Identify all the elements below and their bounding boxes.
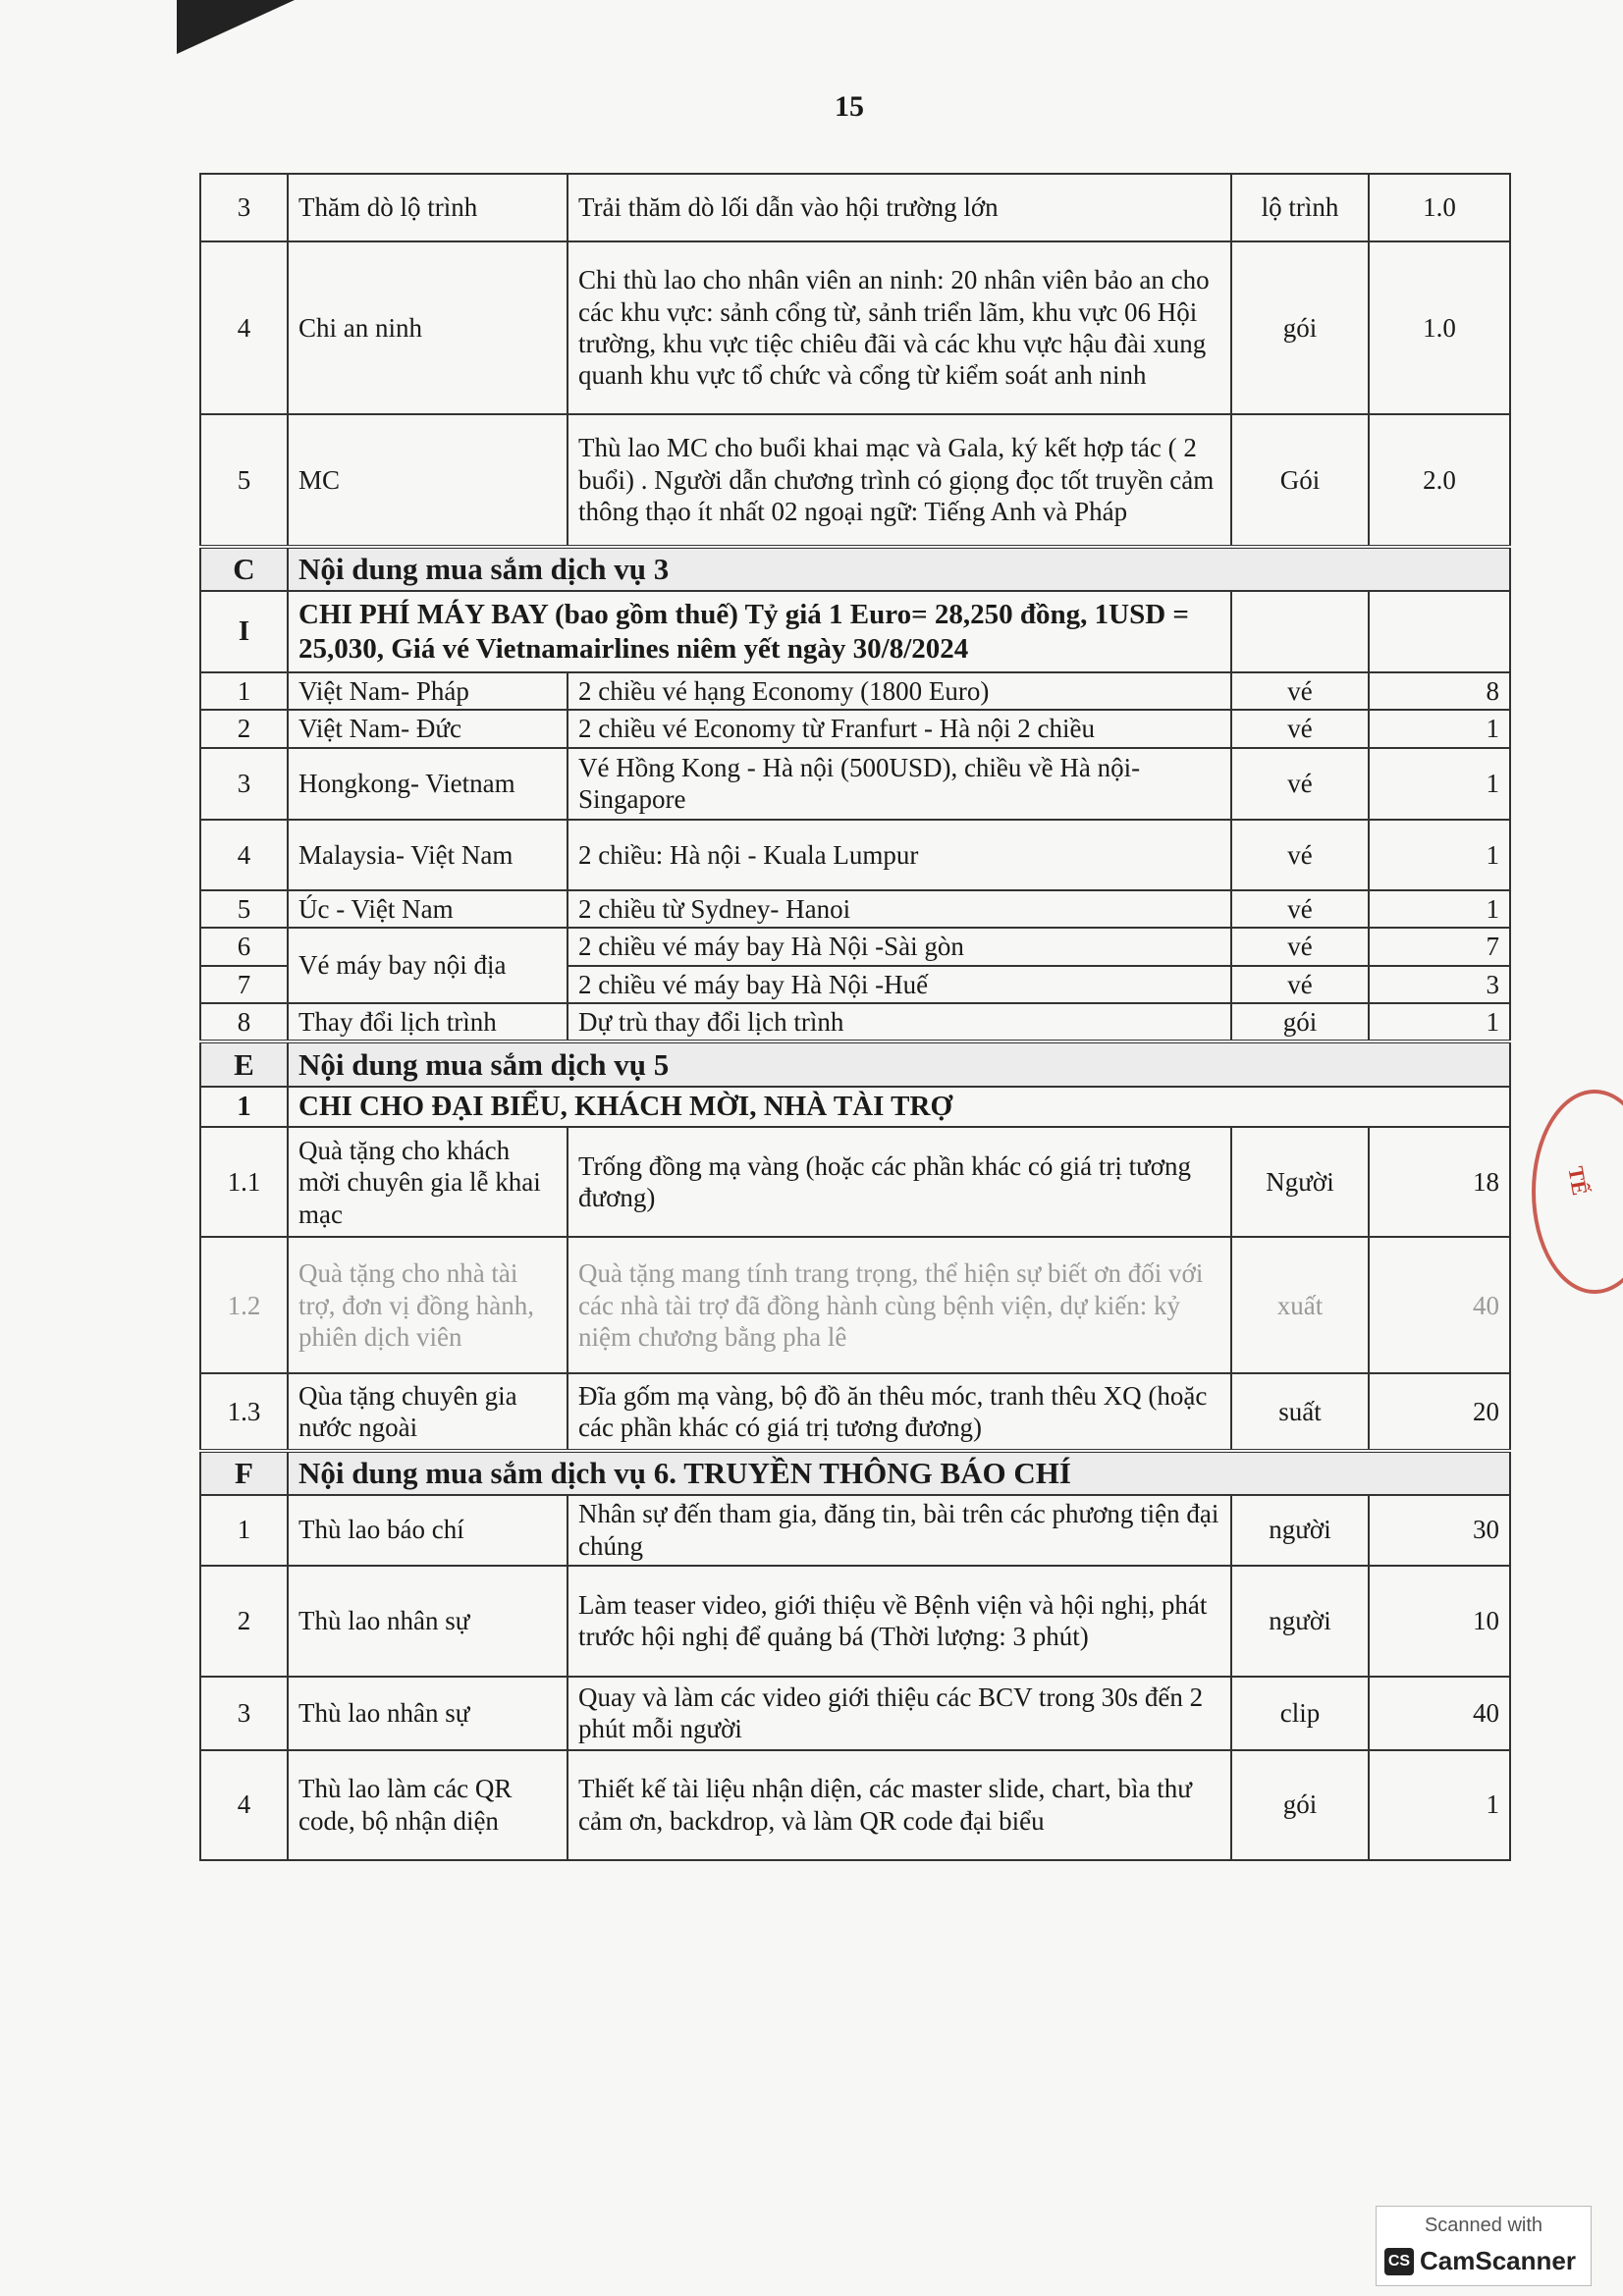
item-description: Vé Hồng Kong - Hà nội (500USD), chiều về Hà nội- Singapore: [568, 748, 1231, 820]
procurement-table: [199, 173, 1511, 1861]
section-title: Nội dung mua sắm dịch vụ 3: [288, 547, 1510, 591]
unit: Người: [1231, 1127, 1369, 1237]
quantity: 10: [1369, 1566, 1510, 1677]
unit: vé: [1231, 748, 1369, 820]
item-name: Thay đổi lịch trình: [288, 1003, 568, 1041]
watermark-brand: CamScanner: [1420, 2246, 1576, 2275]
table-row: [200, 890, 1510, 928]
unit: người: [1231, 1566, 1369, 1677]
section-title: CHI CHO ĐẠI BIỂU, KHÁCH MỜI, NHÀ TÀI TRỢ: [288, 1087, 1510, 1127]
item-description: 2 chiều: Hà nội - Kuala Lumpur: [568, 820, 1231, 890]
table-row: [200, 1677, 1510, 1750]
table-row: [200, 174, 1510, 241]
table-row: [200, 1566, 1510, 1677]
row-number: 3: [200, 748, 288, 820]
unit: gói: [1231, 1003, 1369, 1041]
section-title: CHI PHÍ MÁY BAY (bao gồm thuế) Tỷ giá 1 Euro= 28,250 đồng, 1USD = 25,030, Giá vé Vietnamairlines niêm yết ngày 30/8/2024: [288, 591, 1231, 672]
item-description: Trống đồng mạ vàng (hoặc các phần khác có giá trị tương đương): [568, 1127, 1231, 1237]
quantity: 8: [1369, 672, 1510, 710]
unit: vé: [1231, 820, 1369, 890]
item-description: Quà tặng mang tính trang trọng, thể hiện sự biết ơn đối với các nhà tài trợ đã đồng hành cùng bệnh viện, dự kiến: kỷ niệm chương bằng pha lê: [568, 1237, 1231, 1373]
row-number: 4: [200, 820, 288, 890]
row-number: 1.2: [200, 1237, 288, 1373]
row-number: 4: [200, 241, 288, 414]
item-description: Quay và làm các video giới thiệu các BCV trong 30s đến 2 phút mỗi người: [568, 1677, 1231, 1750]
quantity: 1: [1369, 748, 1510, 820]
item-description: Thù lao MC cho buổi khai mạc và Gala, ký kết hợp tác ( 2 buổi) . Người dẫn chương trình có giọng đọc tốt truyền cảm thông thạo ít nhất 02 ngoại ngữ: Tiếng Anh và Pháp: [568, 414, 1231, 547]
section-title: Nội dung mua sắm dịch vụ 5: [288, 1041, 1510, 1087]
quantity: 20: [1369, 1373, 1510, 1451]
item-name: Quà tặng cho nhà tài trợ, đơn vị đồng hành, phiên dịch viên: [288, 1237, 568, 1373]
item-name: Úc - Việt Nam: [288, 890, 568, 928]
unit: vé: [1231, 710, 1369, 747]
table-row: [200, 928, 1510, 965]
item-name: Chi an ninh: [288, 241, 568, 414]
quantity: 1: [1369, 710, 1510, 747]
unit: người: [1231, 1495, 1369, 1566]
item-name: Việt Nam- Đức: [288, 710, 568, 747]
quantity: 1: [1369, 1003, 1510, 1041]
unit: xuất: [1231, 1237, 1369, 1373]
table-row: [200, 1373, 1510, 1451]
unit: clip: [1231, 1677, 1369, 1750]
table-row: [200, 1237, 1510, 1373]
camscanner-watermark: [1376, 2206, 1592, 2286]
item-description: 2 chiều vé máy bay Hà Nội -Huế: [568, 966, 1231, 1003]
section-code: I: [200, 591, 288, 672]
table-row: [200, 1495, 1510, 1566]
row-number: 1.1: [200, 1127, 288, 1237]
quantity: 40: [1369, 1677, 1510, 1750]
section-row: [200, 591, 1510, 672]
table-row: [200, 241, 1510, 414]
quantity: 1: [1369, 1750, 1510, 1860]
quantity: 1.0: [1369, 174, 1510, 241]
row-number: 4: [200, 1750, 288, 1860]
quantity: 18: [1369, 1127, 1510, 1237]
unit: vé: [1231, 890, 1369, 928]
item-description: 2 chiều vé hạng Economy (1800 Euro): [568, 672, 1231, 710]
item-name: Qùa tặng chuyên gia nước ngoài: [288, 1373, 568, 1451]
item-name: Hongkong- Vietnam: [288, 748, 568, 820]
unit: vé: [1231, 966, 1369, 1003]
section-code: F: [200, 1451, 288, 1494]
row-number: 2: [200, 710, 288, 747]
unit: vé: [1231, 672, 1369, 710]
quantity: 1: [1369, 820, 1510, 890]
item-description: Làm teaser video, giới thiệu về Bệnh viện và hội nghị, phát trước hội nghị để quảng bá (Thời lượng: 3 phút): [568, 1566, 1231, 1677]
item-description: Đĩa gốm mạ vàng, bộ đồ ăn thêu móc, tranh thêu XQ (hoặc các phần khác có giá trị tương đương): [568, 1373, 1231, 1451]
quantity: 1.0: [1369, 241, 1510, 414]
row-number: 1: [200, 1495, 288, 1566]
quantity: 3: [1369, 966, 1510, 1003]
item-name: Malaysia- Việt Nam: [288, 820, 568, 890]
row-number: 1.3: [200, 1373, 288, 1451]
watermark-line1: Scanned with: [1424, 2215, 1543, 2236]
empty-cell: [1369, 591, 1510, 672]
row-number: 7: [200, 966, 288, 1003]
item-description: Nhân sự đến tham gia, đăng tin, bài trên các phương tiện đại chúng: [568, 1495, 1231, 1566]
item-description: Chi thù lao cho nhân viên an ninh: 20 nhân viên bảo an cho các khu vực: sảnh cổng từ, sảnh triển lãm, khu vực 06 Hội trường, khu vực tiệc chiêu đãi và các khu vực hậu đài xung quanh khu vực tổ chức và cổng từ kiểm soát anh ninh: [568, 241, 1231, 414]
item-description: 2 chiều từ Sydney- Hanoi: [568, 890, 1231, 928]
table-row: [200, 1750, 1510, 1860]
row-number: 3: [200, 174, 288, 241]
item-name: Thù lao báo chí: [288, 1495, 568, 1566]
empty-cell: [1231, 591, 1369, 672]
table-row: [200, 672, 1510, 710]
quantity: 2.0: [1369, 414, 1510, 547]
item-name: Quà tặng cho khách mời chuyên gia lễ khai mạc: [288, 1127, 568, 1237]
item-name: Thù lao nhân sự: [288, 1677, 568, 1750]
section-row: [200, 547, 1510, 591]
section-row: [200, 1087, 1510, 1127]
row-number: 3: [200, 1677, 288, 1750]
item-name: Việt Nam- Pháp: [288, 672, 568, 710]
quantity: 40: [1369, 1237, 1510, 1373]
item-name: Vé máy bay nội địa: [288, 928, 568, 1003]
row-number: 1: [200, 672, 288, 710]
item-description: 2 chiều vé Economy từ Franfurt - Hà nội 2 chiều: [568, 710, 1231, 747]
row-number: 8: [200, 1003, 288, 1041]
scan-corner-shadow: [177, 0, 295, 54]
row-number: 6: [200, 928, 288, 965]
table-row: [200, 1003, 1510, 1041]
item-name: Thăm dò lộ trình: [288, 174, 568, 241]
section-code: 1: [200, 1087, 288, 1127]
table-row: [200, 414, 1510, 547]
section-row: [200, 1451, 1510, 1494]
item-description: 2 chiều vé máy bay Hà Nội -Sài gòn: [568, 928, 1231, 965]
quantity: 30: [1369, 1495, 1510, 1566]
unit: Gói: [1231, 414, 1369, 547]
unit: vé: [1231, 928, 1369, 965]
item-description: Trải thăm dò lối dẫn vào hội trường lớn: [568, 174, 1231, 241]
row-number: 5: [200, 890, 288, 928]
section-title: Nội dung mua sắm dịch vụ 6. TRUYỀN THÔNG BÁO CHÍ: [288, 1451, 1510, 1494]
section-code: E: [200, 1041, 288, 1087]
unit: lộ trình: [1231, 174, 1369, 241]
row-number: 5: [200, 414, 288, 547]
item-name: Thù lao nhân sự: [288, 1566, 568, 1677]
row-number: 2: [200, 1566, 288, 1677]
table-row: [200, 710, 1510, 747]
quantity: 1: [1369, 890, 1510, 928]
item-description: Dự trù thay đổi lịch trình: [568, 1003, 1231, 1041]
stamp-text: TẾ: [1563, 1164, 1594, 1198]
section-code: C: [200, 547, 288, 591]
table-row: [200, 1127, 1510, 1237]
unit: suất: [1231, 1373, 1369, 1451]
item-description: Thiết kế tài liệu nhận diện, các master slide, chart, bìa thư cảm ơn, backdrop, và làm QR code đại biểu: [568, 1750, 1231, 1860]
section-row: [200, 1041, 1510, 1087]
table-row: [200, 820, 1510, 890]
unit: gói: [1231, 241, 1369, 414]
unit: gói: [1231, 1750, 1369, 1860]
camscanner-logo-icon: CS: [1384, 2248, 1414, 2275]
page-number: 15: [835, 90, 864, 123]
item-name: Thù lao làm các QR code, bộ nhận diện: [288, 1750, 568, 1860]
item-name: MC: [288, 414, 568, 547]
table-row: [200, 748, 1510, 820]
quantity: 7: [1369, 928, 1510, 965]
